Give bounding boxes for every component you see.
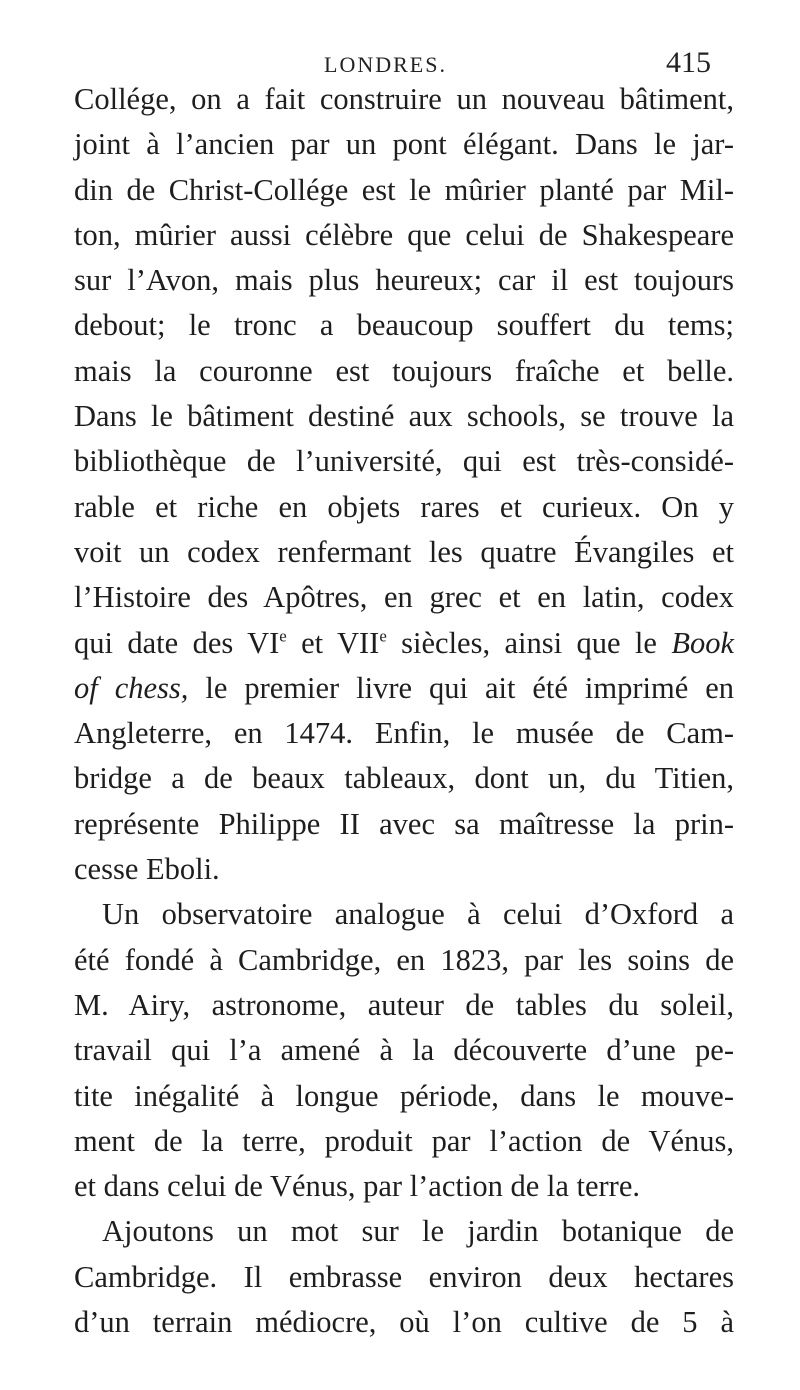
text-line: cesse Eboli. xyxy=(74,852,220,887)
text-line: joint à l’ancien par un pont élégant. Dans le jar- xyxy=(74,127,734,162)
text-fragment: et VII xyxy=(286,625,380,660)
text-line: d’un terrain médiocre, où l’on cultive de 5 à xyxy=(74,1305,734,1340)
text-line: rable et riche en objets rares et curieux. On y xyxy=(74,489,734,524)
page-number: 415 xyxy=(666,46,711,79)
text-line: din de Christ-Collége est le mûrier planté par Mil- xyxy=(74,172,734,207)
text-line: ton, mûrier aussi célèbre que celui de Shakespeare xyxy=(74,217,734,252)
text-line: voit un codex renfermant les quatre Évangiles et xyxy=(74,534,734,569)
text-fragment: siècles, ainsi que le xyxy=(386,625,672,660)
text-fragment: qui date des VI xyxy=(74,625,280,660)
book-title-italic: of chess, xyxy=(74,670,189,705)
text-line: été fondé à Cambridge, en 1823, par les soins de xyxy=(74,942,734,977)
text-line: debout; le tronc a beaucoup souffert du tems; xyxy=(74,308,734,343)
text-line: Cambridge. Il embrasse environ deux hectares xyxy=(74,1259,734,1294)
text-fragment: le premier livre qui ait été imprimé en xyxy=(188,670,735,705)
text-line: Collége, on a fait construire un nouveau bâtiment, xyxy=(74,82,734,116)
superscript: e xyxy=(379,625,387,645)
text-line-book-of-chess xyxy=(74,666,734,711)
text-line: Angleterre, en 1474. Enfin, le musée de Cam- xyxy=(74,716,734,751)
text-line: ment de la terre, produit par l’action de Vénus, xyxy=(74,1123,734,1158)
book-title-italic: Book xyxy=(671,625,734,660)
text-line: M. Airy, astronome, auteur de tables du soleil, xyxy=(74,987,734,1022)
text-line: représente Philippe II avec sa maîtresse la prin- xyxy=(74,806,734,841)
text-line: bridge a de beaux tableaux, dont un, du Titien, xyxy=(74,761,734,796)
paragraph-start-line: Un observatoire analogue à celui d’Oxford a xyxy=(102,897,734,932)
text-line: bibliothèque de l’université, qui est très-considé- xyxy=(74,444,734,479)
body-text xyxy=(74,77,734,1345)
text-line: et dans celui de Vénus, par l’action de la terre. xyxy=(74,1169,640,1204)
text-line: mais la couronne est toujours fraîche et belle. xyxy=(74,353,734,388)
text-line: sur l’Avon, mais plus heureux; car il est toujours xyxy=(74,263,734,298)
running-title: LONDRES. xyxy=(324,52,447,77)
text-line: l’Histoire des Apôtres, en grec et en latin, codex xyxy=(74,580,734,615)
text-line: Dans le bâtiment destiné aux schools, se trouve la xyxy=(74,399,734,434)
paragraph-start-line: Ajoutons un mot sur le jardin botanique de xyxy=(102,1214,734,1249)
text-line: tite inégalité à longue période, dans le mouve- xyxy=(74,1078,734,1113)
text-line-centuries xyxy=(74,621,734,666)
superscript: e xyxy=(279,625,287,645)
text-line: travail qui l’a amené à la découverte d’une pe- xyxy=(74,1033,734,1068)
